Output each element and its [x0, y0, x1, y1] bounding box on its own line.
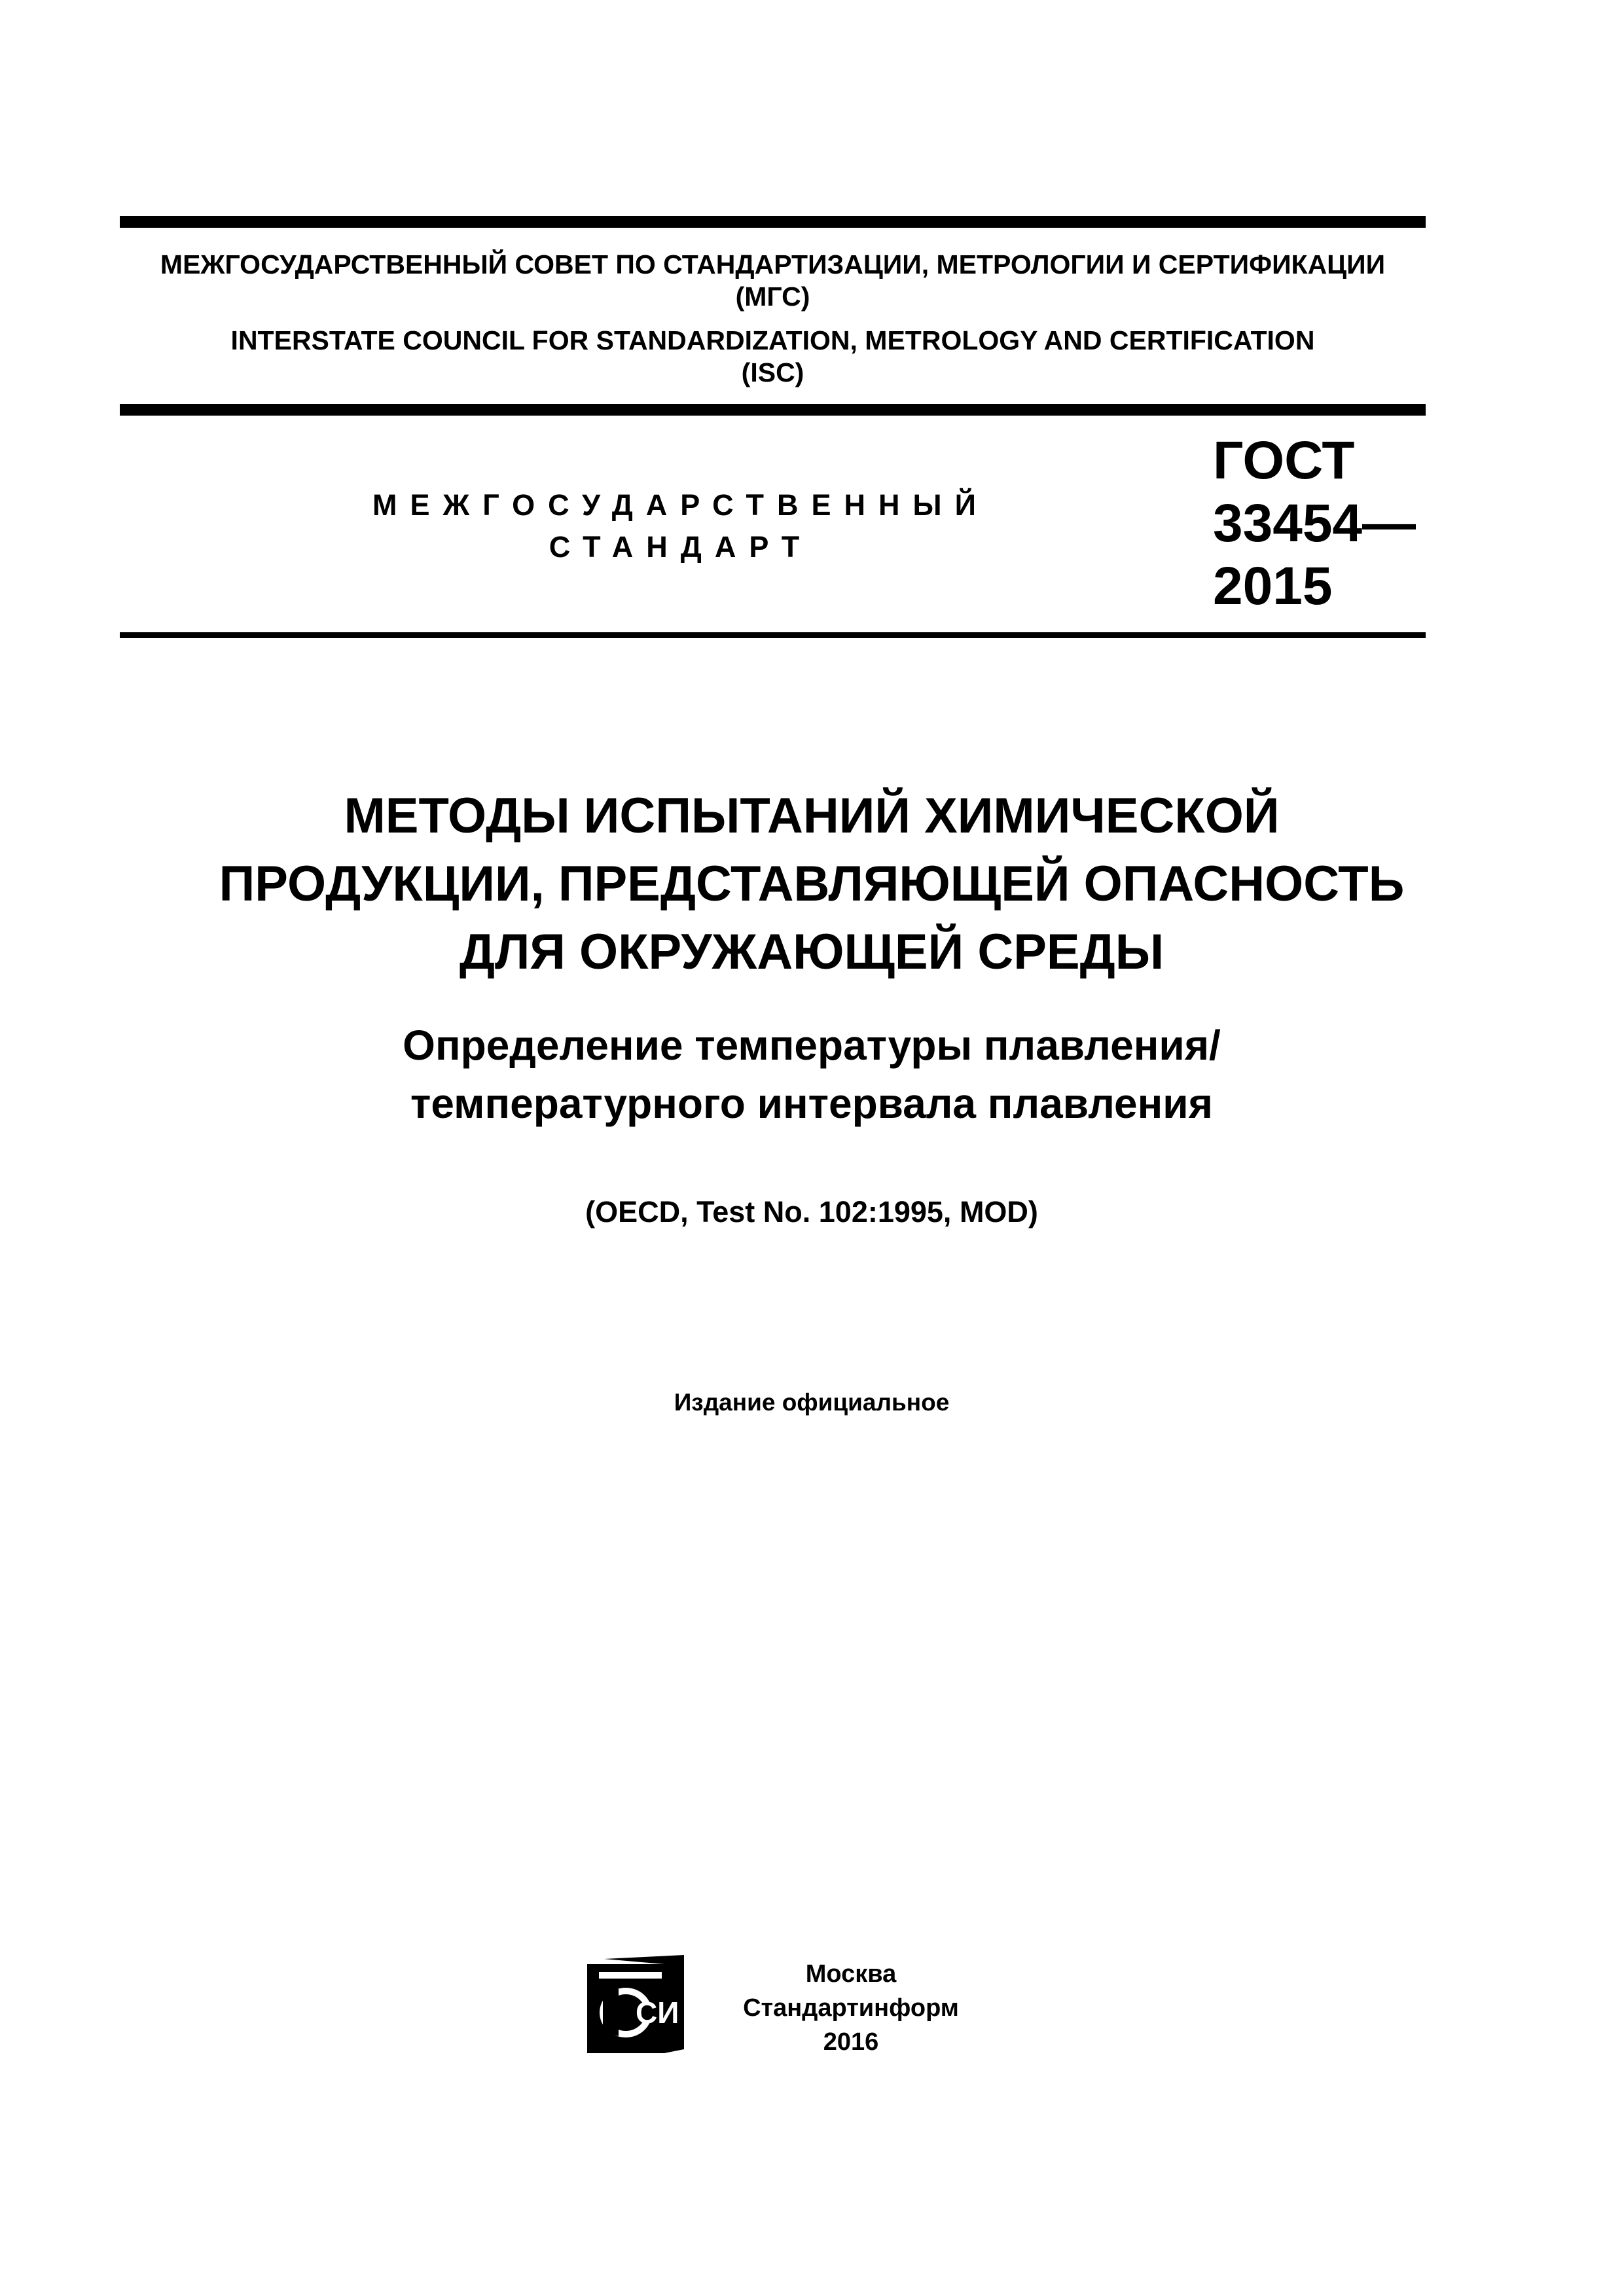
document-subtitle — [92, 1016, 1532, 1133]
standartinform-logo-icon — [585, 1952, 689, 2057]
middle-divider — [120, 404, 1426, 416]
council-abbr-ru: (МГС) — [735, 281, 810, 312]
document-title-line3: ДЛЯ ОКРУЖАЮЩЕЙ СРЕДЫ — [459, 924, 1164, 980]
standard-type — [353, 484, 1008, 568]
document-title — [92, 782, 1532, 986]
publisher-city: Москва — [805, 1960, 897, 1988]
standard-type-line1: МЕЖГОСУДАРСТВЕННЫЙ — [372, 488, 989, 522]
top-divider — [120, 216, 1426, 228]
standard-type-line2: СТАНДАРТ — [549, 530, 813, 564]
council-name-ru — [120, 249, 1426, 313]
document-subtitle-line2: температурного интервала плавления — [410, 1080, 1213, 1127]
publisher-name: Стандартинформ — [743, 1994, 959, 2022]
designation-prefix: ГОСТ — [1213, 431, 1355, 490]
document-subtitle-line1: Определение температуры плавления/ — [403, 1022, 1221, 1069]
document-title-line2: ПРОДУКЦИИ, ПРЕДСТАВЛЯЮЩЕЙ ОПАСНОСТЬ — [219, 856, 1405, 912]
designation-year: 2015 — [1213, 556, 1333, 616]
publisher-info — [707, 1957, 995, 2059]
publication-year: 2016 — [823, 2028, 879, 2056]
standard-designation — [1213, 429, 1422, 618]
source-reference: (OECD, Test No. 102:1995, MOD) — [585, 1195, 1038, 1229]
council-name-ru-line: МЕЖГОСУДАРСТВЕННЫЙ СОВЕТ ПО СТАНДАРТИЗАЦИИ, МЕТРОЛОГИИ И СЕРТИФИКАЦИИ — [160, 249, 1386, 279]
designation-number: 33454— — [1213, 493, 1416, 553]
council-name-en-line: INTERSTATE COUNCIL FOR STANDARDIZATION, METROLOGY AND CERTIFICATION — [230, 325, 1315, 355]
edition-label: Издание официальное — [674, 1389, 950, 1416]
bottom-divider — [120, 632, 1426, 638]
logo-text: СИ — [636, 1996, 679, 2030]
council-name-en — [120, 325, 1426, 389]
document-title-line1: МЕТОДЫ ИСПЫТАНИЙ ХИМИЧЕСКОЙ — [344, 788, 1280, 844]
council-abbr-en: (ISC) — [741, 357, 804, 387]
